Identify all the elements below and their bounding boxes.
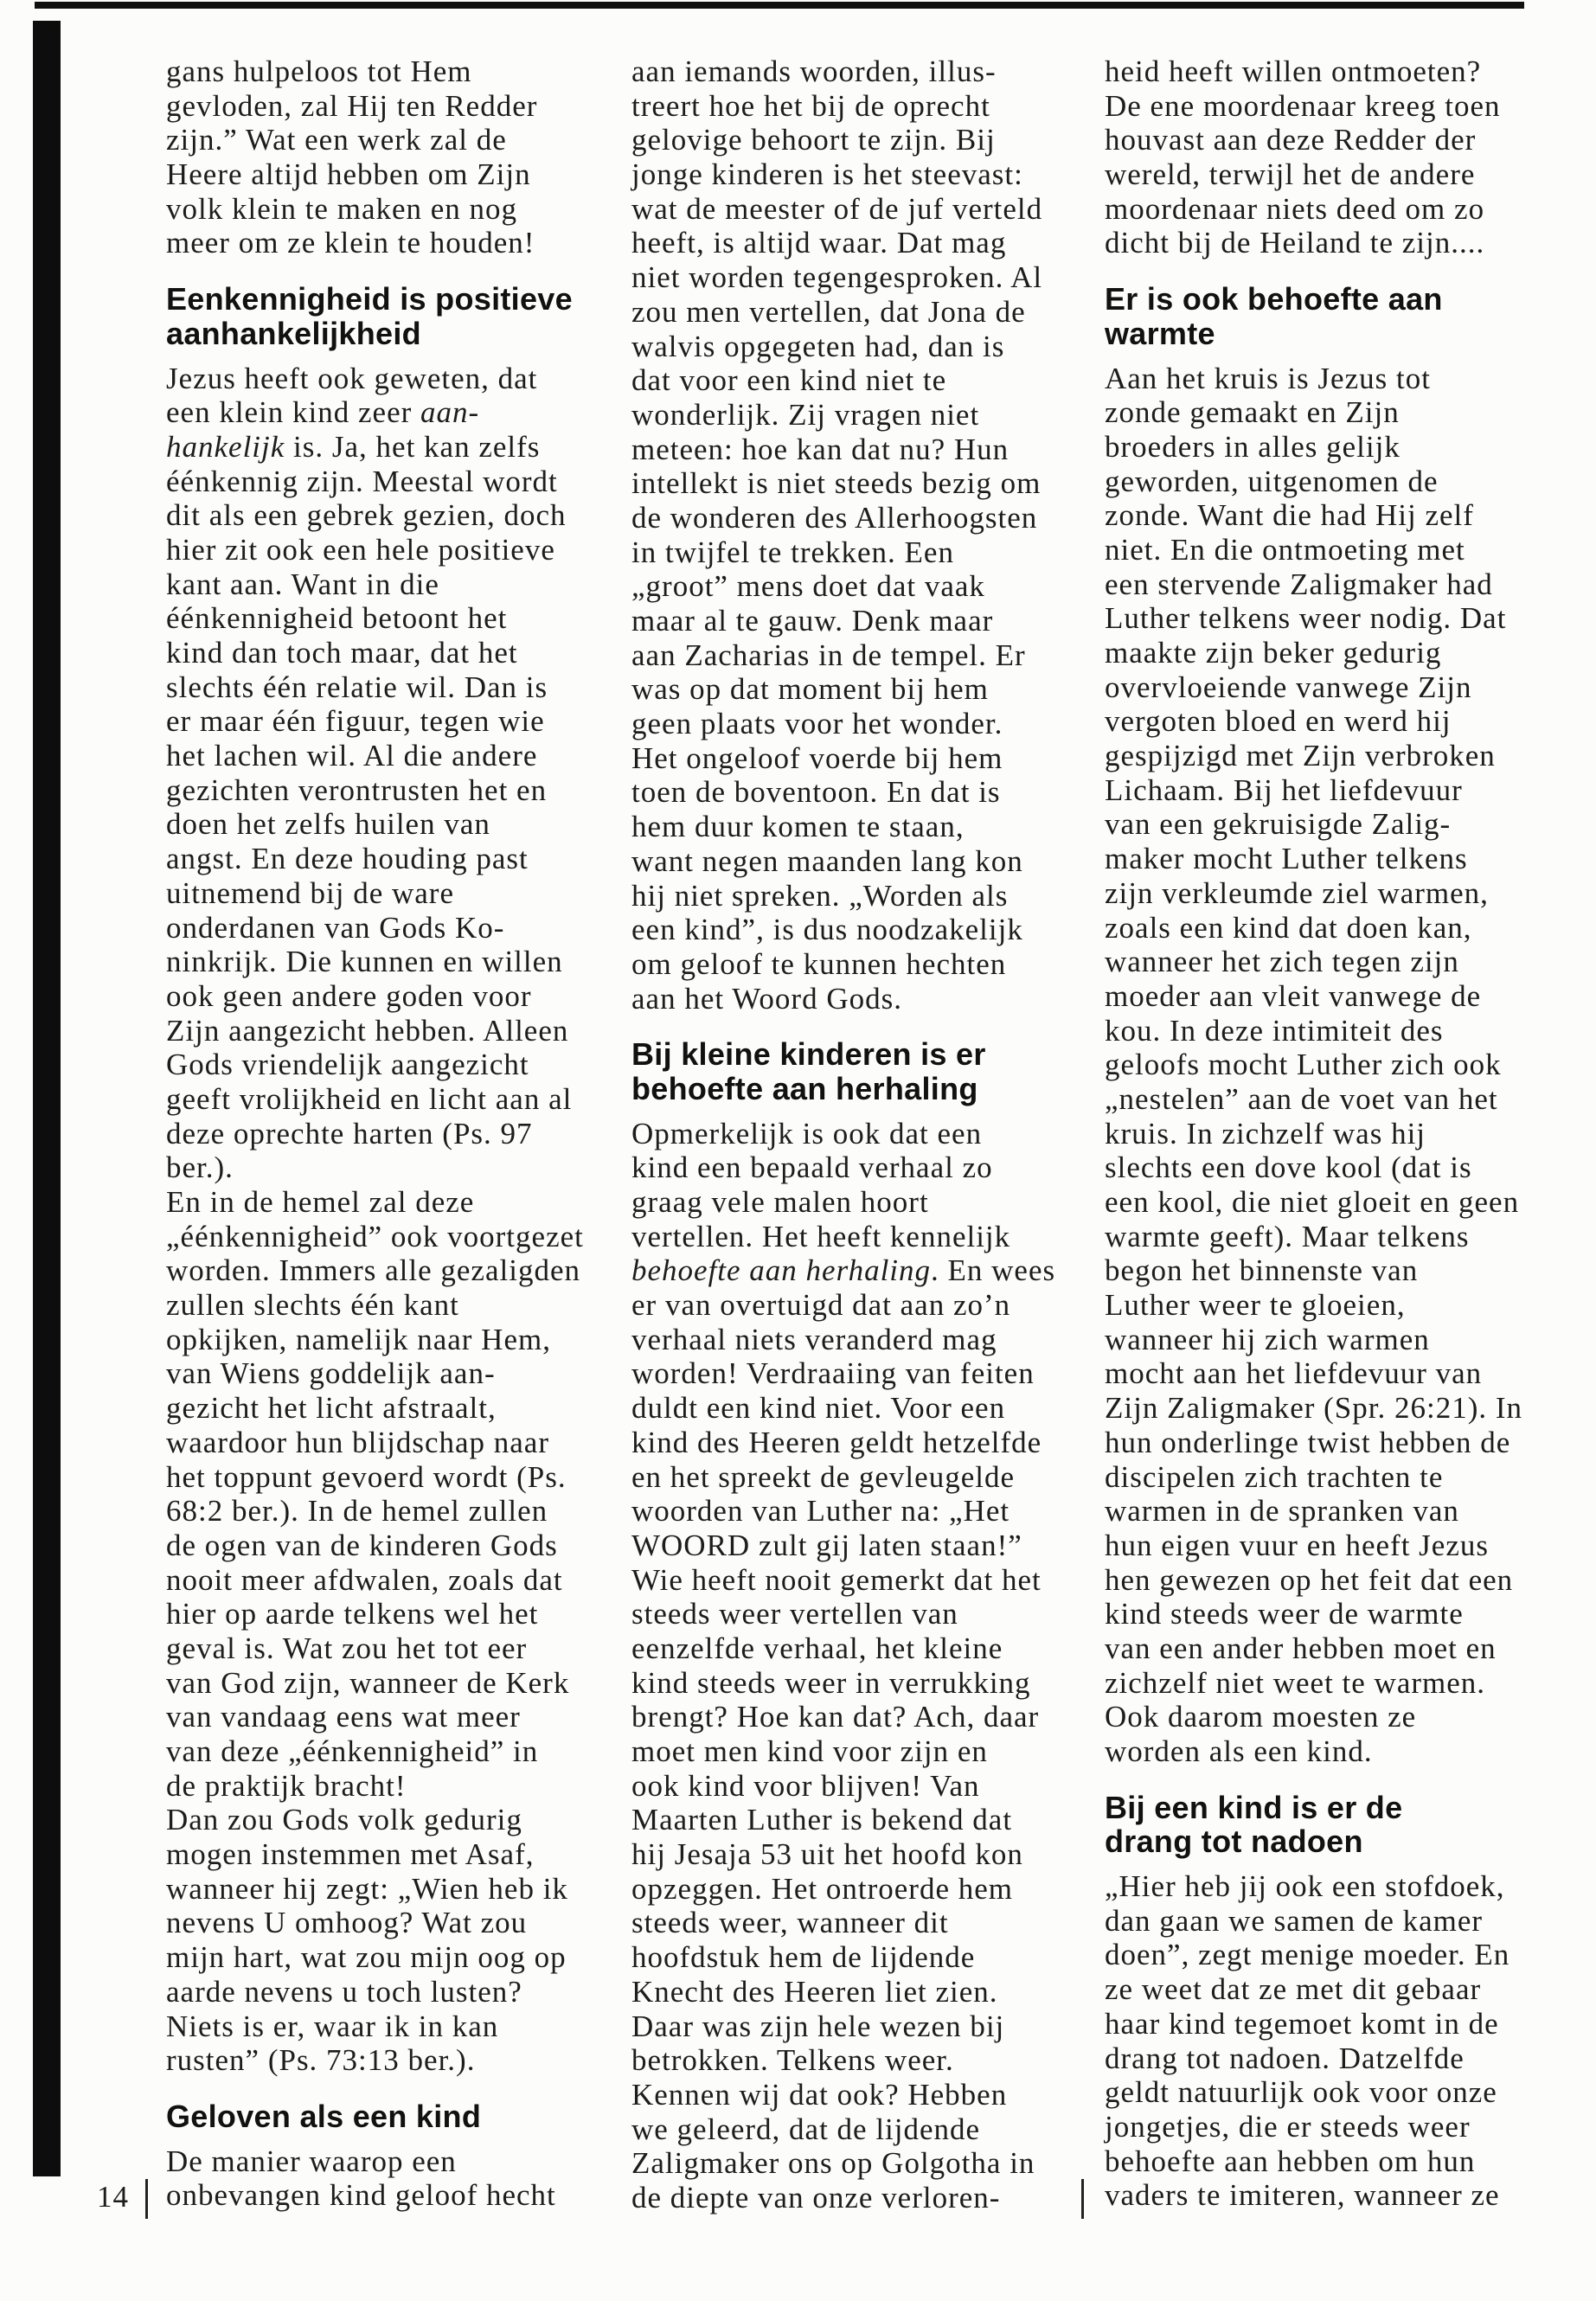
text-line: hij niet spreken. „Worden als [631,878,1009,913]
text-line: mocht aan het liefdevuur van [1105,1356,1483,1391]
paragraph [166,1803,616,2078]
paragraph [166,2144,616,2213]
text-line: En in de hemel zal deze [166,1185,475,1219]
column-2 [631,54,1081,2215]
text-line: zou men vertellen, dat Jona de [631,294,1026,329]
text-line: rusten” (Ps. 73:13 ber.). [166,2043,476,2078]
text-line: Jezus heeft ook geweten, dat [166,361,538,395]
text-line: jonge kinderen is het steevast: [631,157,1023,192]
text-line: aan Zacharias in de tempel. Er [631,638,1026,672]
text-line: betrokken. Telkens weer. [631,2043,954,2078]
text-line: Gods vriendelijk aangezicht [166,1048,529,1082]
text-line: gans hulpeloos tot Hem [166,54,472,88]
text-line: wonderlijk. Zij vragen niet [631,397,980,432]
text-line: opzeggen. Het ontroerde hem [631,1871,1014,1906]
text-line: warmte geeft). Maar telkens [1105,1219,1470,1253]
text-line: hen gewezen op het feit dat een [1105,1562,1514,1597]
section-heading [631,1037,1081,1106]
text-line: worden. Immers alle gezaligden [166,1253,580,1288]
text-line: de diepte van onze verloren- [631,2180,1001,2214]
text-line: maker mocht Luther telkens [1105,842,1468,876]
text-line: éénkennig zijn. Meestal wordt [166,464,558,498]
text-line: kant aan. Want in die [166,567,439,601]
text-line: zichzelf niet weet te warmen. [1105,1665,1486,1700]
text-line: het toppunt gevoerd wordt (Ps. [166,1459,567,1494]
text-line: een stervende Zaligmaker had [1105,567,1493,601]
text-line: aan het Woord Gods. [631,981,902,1016]
text-line: mijn hart, wat zou mijn oog op [166,1940,567,1975]
text-line: ook kind voor blijven! Van [631,1768,980,1803]
text-segment: een klein kind zeer [166,395,421,430]
text-line: onderdanen van Gods Ko- [166,910,505,945]
text-line: volk klein te maken en nog [166,191,518,226]
text-line: hier op aarde telkens wel het [166,1597,539,1631]
text-line: Het ongeloof voerde bij hem [631,740,1003,775]
text-line: vergoten bloed en werd hij [1105,704,1452,739]
heading-line: drang tot nadoen [1105,1823,1363,1860]
text-line: Wie heeft nooit gemerkt dat het [631,1562,1042,1597]
text-line: „groot” mens doet dat vaak [631,569,985,604]
text-line: ber.). [166,1150,234,1185]
paragraph [166,54,616,260]
text-line: worden als een kind. [1105,1734,1373,1768]
text-line: worden! Verdraaiing van feiten [631,1356,1035,1391]
text-line: mogen instemmen met Asaf, [166,1837,535,1872]
heading-line: Bij een kind is er de [1105,1789,1403,1825]
text-line: behoefte aan hebben om hun [1105,2144,1476,2178]
text-line: éénkennigheid betoont het [166,601,508,636]
text-line: „nestelen” aan de voet van het [1105,1081,1498,1116]
text-line: gelovige behoort te zijn. Bij [631,123,996,157]
text-line: want negen maanden lang kon [631,843,1023,878]
text-line: het lachen wil. Al die andere [166,739,538,773]
text-line: Zijn aangezicht hebben. Alleen [166,1013,569,1048]
text-line: dat voor een kind niet te [631,363,947,398]
text-line: intellekt is niet steeds bezig om [631,466,1042,501]
column-3 [1105,54,1572,2213]
text-line: warmen in de spranken van [1105,1494,1459,1529]
text-line: wereld, terwijl het de andere [1105,157,1476,192]
column-divider-mark [1081,2179,1084,2219]
text-line: slechts één relatie wil. Dan is [166,670,548,704]
text-line: 68:2 ber.). In de hemel zullen [166,1494,548,1529]
text-line: Knecht des Heeren liet zien. [631,1974,998,2009]
text-line: Niets is er, waar ik in kan [166,2009,499,2043]
text-line [166,430,616,465]
text-line: opkijken, namelijk naar Hem, [166,1322,551,1356]
section-heading [1105,282,1572,350]
text-line: Dan zou Gods volk gedurig [166,1803,522,1837]
text-line: aarde nevens u toch lusten? [166,1974,522,2009]
text-line: vertellen. Het heeft kennelijk [631,1219,1011,1253]
text-line: meteen: hoe kan dat nu? Hun [631,432,1010,466]
text-line: maar al te gauw. Denk maar [631,604,994,638]
text-line: broeders in alles gelijk [1105,429,1401,464]
text-line: Maarten Luther is bekend dat [631,1803,1013,1837]
text-line: uitnemend bij de ware [166,875,454,910]
text-line: kind dan toch maar, dat het [166,636,518,670]
text-line: dicht bij de Heiland te zijn.... [1105,226,1485,260]
text-line: dan gaan we samen de kamer [1105,1903,1484,1938]
text-line: deze oprechte harten (Ps. 97 [166,1116,533,1150]
text-line: hoofdstuk hem de lijdende [631,1940,976,1975]
text-line: niet. En die ontmoeting met [1105,532,1465,567]
text-line: Heere altijd hebben om Zijn [166,157,531,192]
text-line: heid heeft willen ontmoeten? [1105,54,1482,88]
text-line: steeds weer vertellen van [631,1597,958,1631]
paragraph [1105,54,1572,260]
text-line: zoals een kind dat doen kan, [1105,910,1472,945]
text-line: de ogen van de kinderen Gods [166,1528,558,1562]
text-line [166,395,616,430]
text-line: moet men kind voor zijn en [631,1734,988,1768]
section-heading [166,282,616,350]
text-line: een kool, die niet gloeit en geen [1105,1185,1520,1219]
text-line: kind des Heeren geldt hetzelfde [631,1425,1042,1459]
text-line: Zaligmaker ons op Golgotha in [631,2146,1035,2181]
text-line: moeder aan vleit vanwege de [1105,978,1482,1013]
text-line: we geleerd, dat de lijdende [631,2112,981,2146]
section-heading [1105,1791,1572,1859]
text-line: was op dat moment bij hem [631,672,989,707]
text-line: waardoor hun blijdschap naar [166,1425,549,1459]
text-line: geeft vrolijkheid en licht aan al [166,1081,573,1116]
paragraph [631,54,1081,1016]
text-line: wanneer hij zich warmen [1105,1322,1430,1356]
text-line: van deze „éénkennigheid” in [166,1734,539,1768]
text-segment: is. Ja, het kan zelfs [285,429,541,464]
text-line: treert hoe het bij de oprecht [631,88,990,123]
text-line: „éénkennigheid” ook voortgezet [166,1219,584,1253]
text-line: geloofs mocht Luther zich ook [1105,1048,1502,1082]
text-line: Luther telkens weer nodig. Dat [1105,601,1507,636]
text-line: De ene moordenaar kreeg toen [1105,88,1501,123]
text-line: niet worden tegengesproken. Al [631,260,1043,295]
text-line: vaders te imiteren, wanneer ze [1105,2178,1500,2213]
text-line: wat de meester of de juf verteld [631,191,1043,226]
text-line: ninkrijk. Die kunnen en willen [166,945,563,979]
text-line: zijn verkleumde ziel warmen, [1105,875,1489,910]
paragraph [166,1185,616,1803]
text-line: jongetjes, die er steeds weer [1105,2109,1471,2144]
text-line: duldt een kind niet. Voor een [631,1391,1006,1426]
text-line: Ook daarom moesten ze [1105,1700,1417,1734]
text-line: slechts een dove kool (dat is [1105,1150,1472,1185]
text-line: van een gekruisigde Zalig- [1105,807,1452,842]
text-line: Kennen wij dat ook? Hebben [631,2077,1008,2112]
text-line: eenzelfde verhaal, het kleine [631,1631,1003,1665]
text-line: er maar één figuur, tegen wie [166,704,545,739]
heading-line: Eenkennigheid is positieve [166,281,573,317]
text-line: houvast aan deze Redder der [1105,123,1477,157]
text-line: onbevangen kind geloof hecht [166,2178,556,2213]
text-line: hier zit ook een hele positieve [166,532,555,567]
text-line: geval is. Wat zou het tot eer [166,1631,528,1665]
text-line: hem duur komen te staan, [631,810,965,844]
text-line: geldt natuurlijk ook voor onze [1105,2075,1497,2110]
heading-line: Er is ook behoefte aan [1105,281,1443,317]
text-line: dit als een gebrek gezien, doch [166,498,567,533]
text-line: graag vele malen hoort [631,1185,929,1219]
text-line: van een ander hebben moet en [1105,1631,1497,1665]
heading-line: behoefte aan herhaling [631,1070,978,1106]
text-line: discipelen zich trachten te [1105,1459,1444,1494]
section-heading [166,2099,616,2134]
text-line: overvloeiende vanwege Zijn [1105,670,1472,704]
text-line: De manier waarop een [166,2144,457,2178]
paragraph [631,1117,1081,2215]
text-line: kruis. In zichzelf was hij [1105,1116,1426,1150]
text-line: zijn.” Wat een werk zal de [166,123,507,157]
text-line: ze weet dat ze met dit gebaar [1105,1972,1482,2007]
text-line: de praktijk bracht! [166,1768,407,1803]
text-line: walvis opgegeten had, dan is [631,329,1005,363]
paragraph [1105,362,1572,1769]
italic-emphasis: aan- [420,395,480,430]
text-line: doen”, zegt menige moeder. En [1105,1938,1510,1972]
paragraph [1105,1869,1572,2213]
text-line: Lichaam. Bij het liefdevuur [1105,772,1463,807]
italic-emphasis: behoefte aan herhaling [631,1253,932,1288]
heading-line: Geloven als een kind [166,2098,482,2134]
text-line: steeds weer, wanneer dit [631,1906,949,1940]
text-line: aan iemands woorden, illus- [631,54,997,88]
text-line: van vandaag eens wat meer [166,1700,521,1734]
text-line: hun eigen vuur en heeft Jezus [1105,1528,1489,1562]
text-line: er van overtuigd dat aan zo’n [631,1288,1011,1323]
text-line: in twijfel te trekken. Een [631,535,954,569]
text-line: zonde. Want die had Hij zelf [1105,498,1474,533]
text-line: drang tot nadoen. Datzelfde [1105,2041,1465,2075]
text-segment: . En wees [931,1253,1056,1288]
text-line: doen het zelfs huilen van [166,807,490,842]
text-line: toen de boventoon. En dat is [631,775,1001,810]
text-line: zullen slechts één kant [166,1288,459,1323]
text-line: hun onderlinge twist hebben de [1105,1425,1511,1459]
heading-line: Bij kleine kinderen is er [631,1036,986,1073]
text-line: de wonderen des Allerhoogsten [631,500,1038,535]
text-line: geen plaats voor het wonder. [631,707,1003,741]
text-line: kind steeds weer de warmte [1105,1597,1464,1631]
paragraph [166,362,616,1186]
text-line: van God zijn, wanneer de Kerk [166,1665,570,1700]
text-line: zonde gemaakt en Zijn [1105,395,1400,430]
text-line: van Wiens goddelijk aan- [166,1356,496,1391]
text-line: en het spreekt de gevleugelde [631,1459,1015,1494]
heading-line: warmte [1105,315,1215,351]
text-line: moordenaar niets deed om zo [1105,191,1485,226]
text-line: meer om ze klein te houden! [166,226,535,260]
page-number-divider [145,2179,148,2219]
text-line: Aan het kruis is Jezus tot [1105,361,1431,395]
text-line: nevens U omhoog? Wat zou [166,1906,528,1940]
text-line: kind een bepaald verhaal zo [631,1150,993,1185]
text-line: „Hier heb jij ook een stofdoek, [1105,1869,1505,1904]
text-line: woorden van Luther na: „Het [631,1494,1010,1529]
text-line: haar kind tegemoet komt in de [1105,2006,1499,2041]
text-line: wanneer hij zegt: „Wien heb ik [166,1871,568,1906]
top-border-rule [35,2,1524,9]
heading-line: aanhankelijkheid [166,315,421,351]
text-line: ook geen andere goden voor [166,978,532,1013]
text-line: WOORD zult gij laten staan!” [631,1528,1022,1562]
text-line: Daar was zijn hele wezen bij [631,2009,1005,2043]
text-line: maakte zijn beker gedurig [1105,636,1442,670]
text-line: om geloof te kunnen hechten [631,946,1007,981]
italic-emphasis: hankelijk [166,429,285,464]
text-line: wanneer het zich tegen zijn [1105,945,1459,979]
page-number: 14 [97,2180,129,2214]
text-line: nooit meer afdwalen, zoals dat [166,1562,563,1597]
text-line: Zijn Zaligmaker (Spr. 26:21). In [1105,1391,1523,1426]
text-line: heeft, is altijd waar. Dat mag [631,226,1007,260]
text-line: kou. In deze intimiteit des [1105,1013,1444,1048]
text-line: kind steeds weer in verrukking [631,1665,1031,1700]
text-line: brengt? Hoe kan dat? Ach, daar [631,1700,1040,1734]
text-line: gezicht het licht afstraalt, [166,1391,497,1426]
text-line: een kind”, is dus noodzakelijk [631,913,1023,947]
text-line: begon het binnenste van [1105,1253,1419,1288]
column-1 [166,54,616,2213]
text-line: geworden, uitgenomen de [1105,464,1439,498]
text-line: hij Jesaja 53 uit het hoofd kon [631,1837,1023,1872]
text-line: angst. En deze houding past [166,842,529,876]
text-line: verhaal niets veranderd mag [631,1322,997,1356]
text-line: gezichten verontrusten het en [166,772,548,807]
left-edge-bar [33,21,61,2176]
text-line: Luther weer te gloeien, [1105,1288,1406,1323]
text-line: Opmerkelijk is ook dat een [631,1116,983,1150]
text-line: gespijzigd met Zijn verbroken [1105,739,1496,773]
text-line: gevloden, zal Hij ten Redder [166,88,538,123]
text-line [631,1253,1081,1288]
